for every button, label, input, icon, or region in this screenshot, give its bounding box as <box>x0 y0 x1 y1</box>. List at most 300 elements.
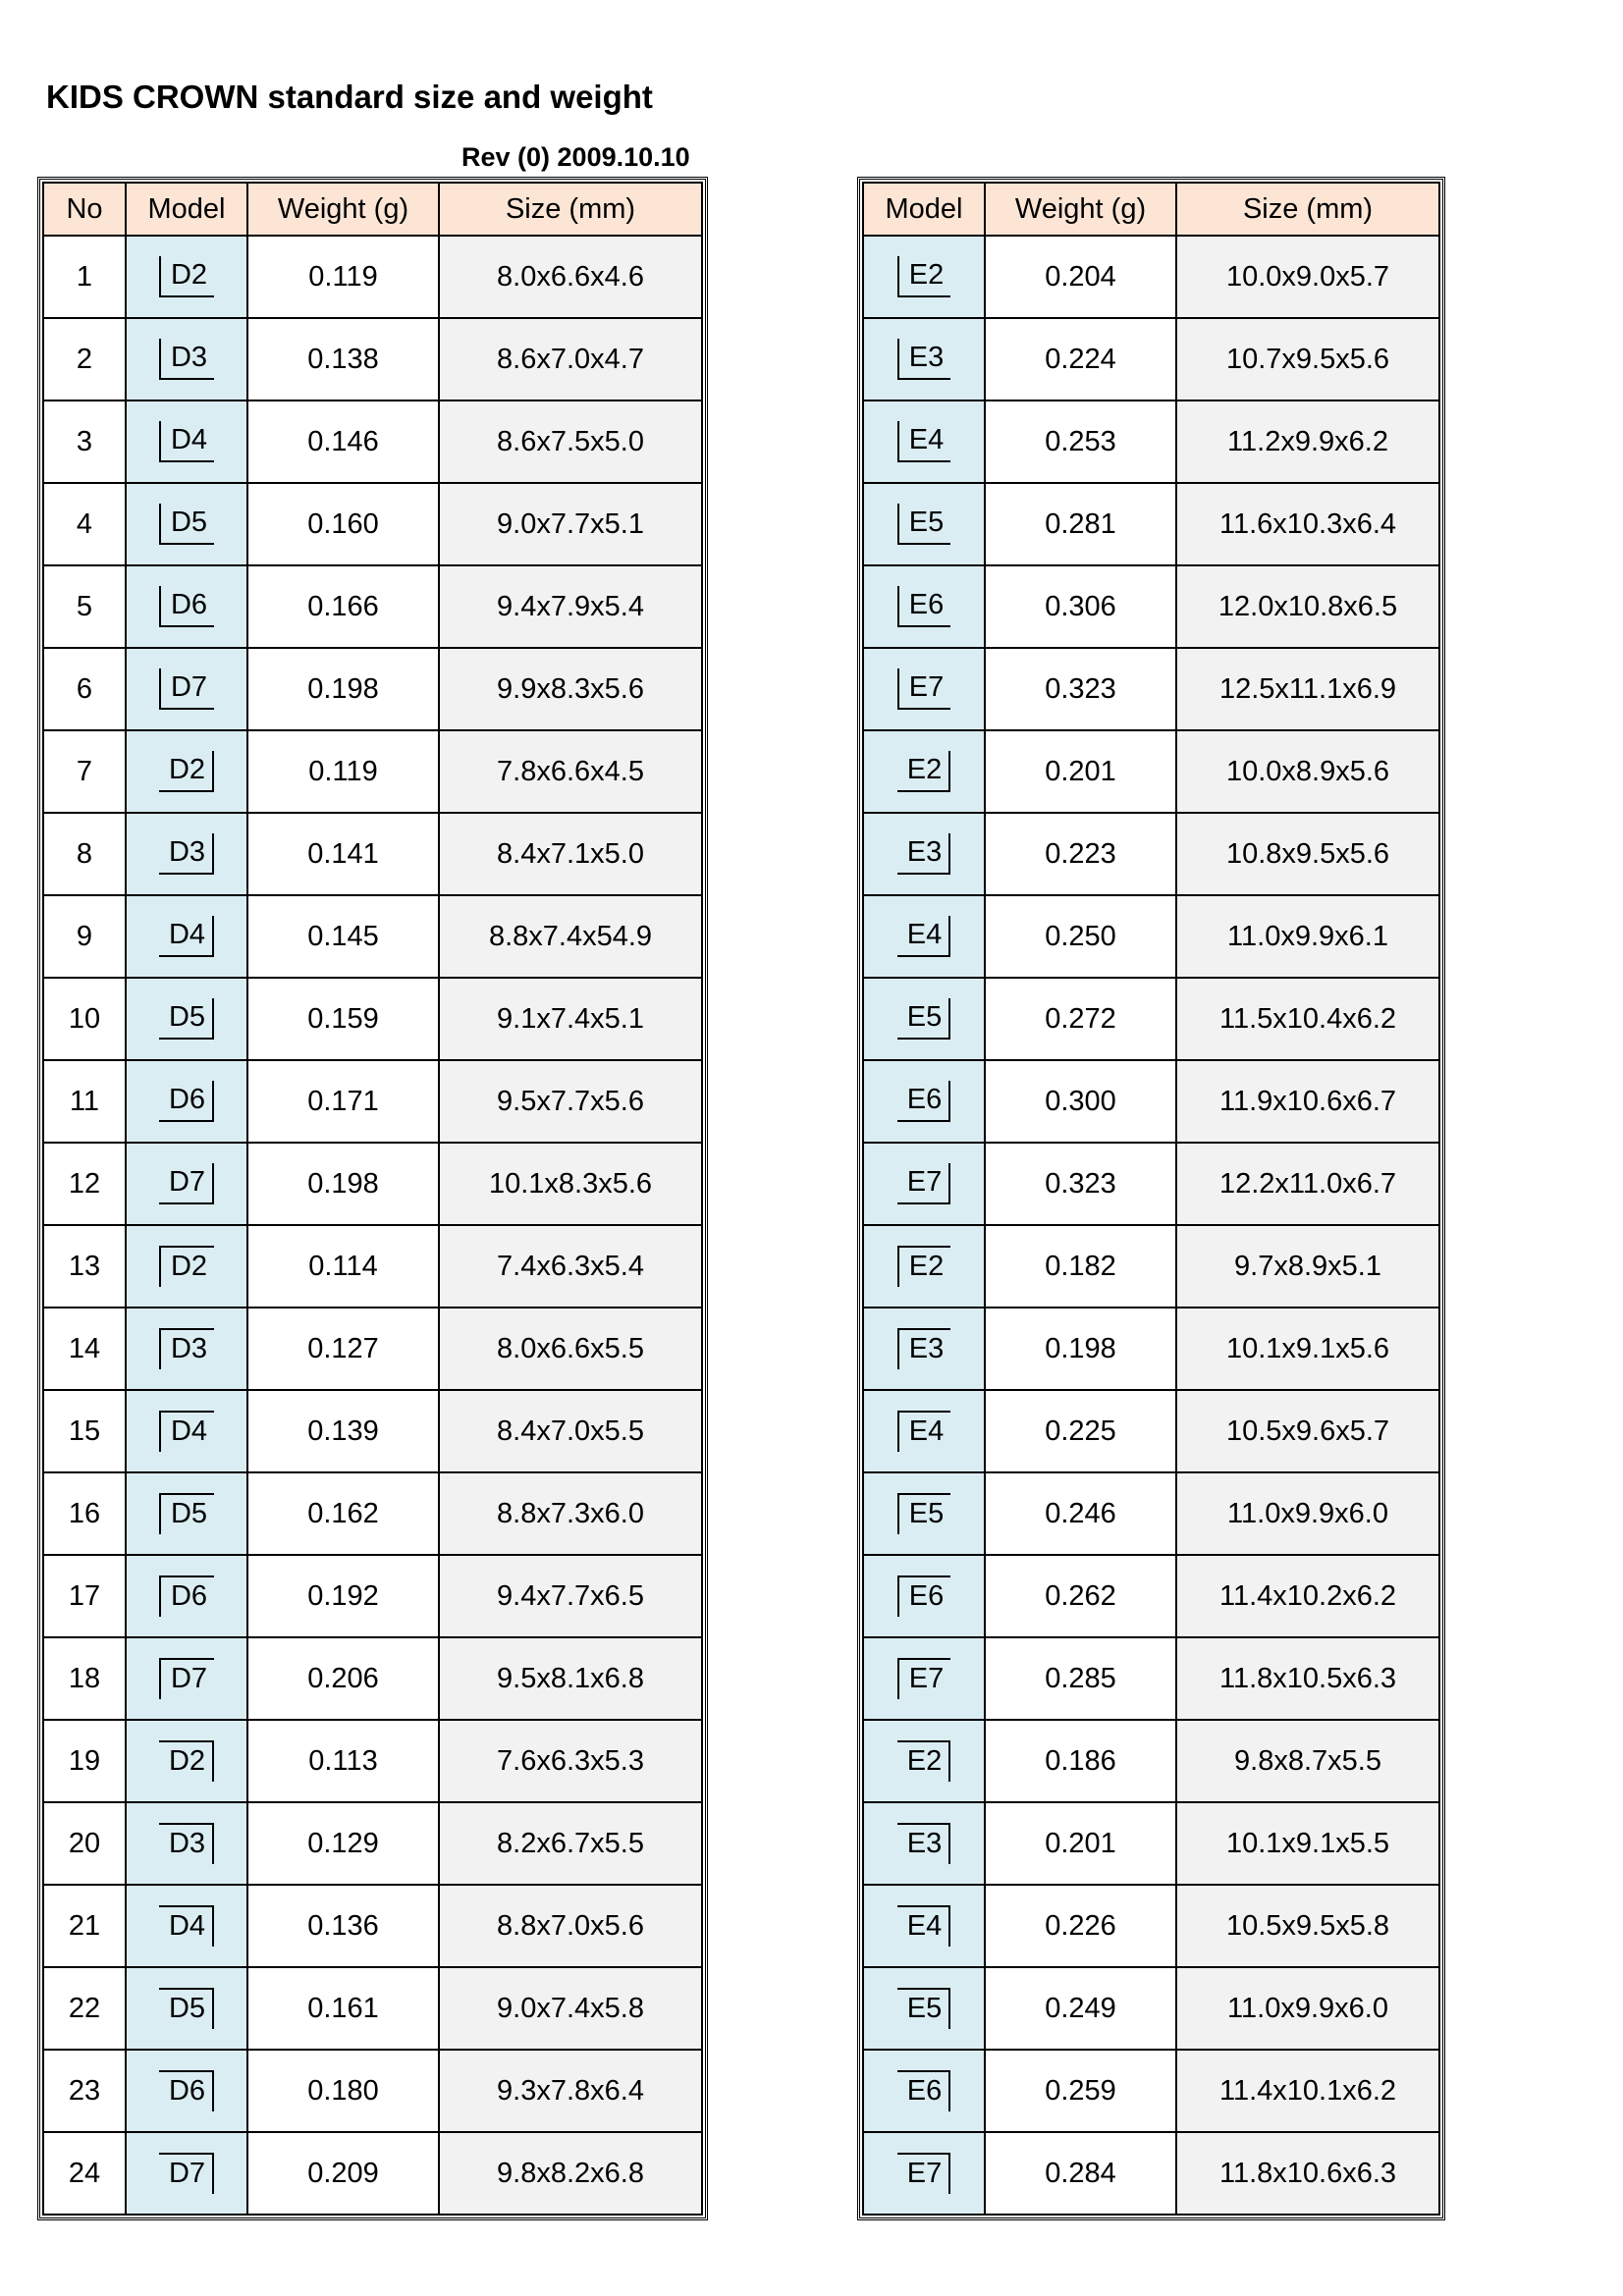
weight-cell: 0.306 <box>985 565 1176 648</box>
model-cell <box>863 648 985 730</box>
weight-cell: 0.139 <box>247 1390 439 1472</box>
row-number: 5 <box>43 565 126 648</box>
model-label: E2 <box>906 754 943 785</box>
table-row <box>43 2132 702 2215</box>
model-label: D5 <box>170 507 208 538</box>
table-row <box>863 483 1439 565</box>
table-header-row <box>863 183 1439 236</box>
table-row <box>43 400 702 483</box>
table-row <box>863 1555 1439 1637</box>
model-label: E7 <box>906 1166 943 1198</box>
model-cell <box>863 730 985 813</box>
model-label: D7 <box>168 2158 206 2189</box>
quadrant-bracket-icon <box>159 916 214 957</box>
weight-cell: 0.284 <box>985 2132 1176 2215</box>
quadrant-bracket-icon <box>897 256 950 297</box>
model-cell <box>126 318 247 400</box>
quadrant-bracket-icon <box>159 668 214 710</box>
size-cell: 12.2x11.0x6.7 <box>1176 1143 1439 1225</box>
size-cell: 8.8x7.3x6.0 <box>439 1472 702 1555</box>
model-cell <box>126 2132 247 2215</box>
weight-cell: 0.192 <box>247 1555 439 1637</box>
weight-cell: 0.146 <box>247 400 439 483</box>
size-cell: 12.5x11.1x6.9 <box>1176 648 1439 730</box>
weight-cell: 0.182 <box>985 1225 1176 1308</box>
row-number: 9 <box>43 895 126 978</box>
size-cell: 11.8x10.5x6.3 <box>1176 1637 1439 1720</box>
table-row <box>43 2050 702 2132</box>
row-number: 21 <box>43 1885 126 1967</box>
model-label: E4 <box>906 919 943 950</box>
row-number: 6 <box>43 648 126 730</box>
row-number: 10 <box>43 978 126 1060</box>
model-cell <box>126 895 247 978</box>
size-cell: 11.8x10.6x6.3 <box>1176 2132 1439 2215</box>
table-row <box>43 565 702 648</box>
model-cell <box>863 565 985 648</box>
model-label: E3 <box>906 836 943 868</box>
quadrant-bracket-icon <box>897 1246 950 1287</box>
model-label: E5 <box>908 507 945 538</box>
row-number: 15 <box>43 1390 126 1472</box>
model-label: E2 <box>908 259 945 291</box>
size-cell: 9.5x7.7x5.6 <box>439 1060 702 1143</box>
size-cell: 8.4x7.1x5.0 <box>439 813 702 895</box>
size-cell: 9.9x8.3x5.6 <box>439 648 702 730</box>
quadrant-bracket-icon <box>897 1493 950 1534</box>
table-row <box>43 978 702 1060</box>
model-label: E7 <box>908 1663 945 1694</box>
model-label: D3 <box>170 342 208 373</box>
row-number: 16 <box>43 1472 126 1555</box>
model-label: E4 <box>908 424 945 455</box>
weight-cell: 0.249 <box>985 1967 1176 2050</box>
row-number: 17 <box>43 1555 126 1637</box>
model-label: E4 <box>908 1415 945 1447</box>
table-row <box>863 648 1439 730</box>
model-cell <box>126 2050 247 2132</box>
quadrant-bracket-icon <box>159 1246 214 1287</box>
table-row <box>43 1472 702 1555</box>
row-number: 4 <box>43 483 126 565</box>
left-crown-table-frame <box>37 177 708 2220</box>
row-number: 22 <box>43 1967 126 2050</box>
model-label: D3 <box>168 1828 206 1859</box>
model-cell <box>126 1555 247 1637</box>
quadrant-bracket-icon <box>159 1081 214 1122</box>
model-cell <box>863 1308 985 1390</box>
weight-cell: 0.250 <box>985 895 1176 978</box>
size-cell: 8.6x7.0x4.7 <box>439 318 702 400</box>
weight-cell: 0.300 <box>985 1060 1176 1143</box>
quadrant-bracket-icon <box>159 1575 214 1617</box>
row-number: 12 <box>43 1143 126 1225</box>
row-number: 20 <box>43 1802 126 1885</box>
quadrant-bracket-icon <box>159 1905 214 1947</box>
size-cell: 9.4x7.9x5.4 <box>439 565 702 648</box>
size-cell: 11.5x10.4x6.2 <box>1176 978 1439 1060</box>
model-cell <box>863 1143 985 1225</box>
table-row <box>43 483 702 565</box>
quadrant-bracket-icon <box>159 421 214 462</box>
quadrant-bracket-icon <box>897 1988 950 2029</box>
size-cell: 9.7x8.9x5.1 <box>1176 1225 1439 1308</box>
size-cell: 10.8x9.5x5.6 <box>1176 813 1439 895</box>
quadrant-bracket-icon <box>897 586 950 627</box>
model-label: E3 <box>906 1828 943 1859</box>
page-title: KIDS CROWN standard size and weight <box>46 79 653 115</box>
quadrant-bracket-icon <box>159 339 214 380</box>
model-label: E2 <box>906 1745 943 1777</box>
weight-cell: 0.323 <box>985 1143 1176 1225</box>
table-row <box>43 318 702 400</box>
table-row <box>43 1885 702 1967</box>
size-cell: 10.5x9.5x5.8 <box>1176 1885 1439 1967</box>
table-row <box>863 1720 1439 1802</box>
table-row <box>863 2132 1439 2215</box>
table-row <box>43 1143 702 1225</box>
quadrant-bracket-icon <box>159 998 214 1040</box>
table-header-row <box>43 183 702 236</box>
model-label: E3 <box>908 342 945 373</box>
model-label: D4 <box>168 1910 206 1942</box>
model-label: E6 <box>908 589 945 620</box>
model-cell <box>126 813 247 895</box>
quadrant-bracket-icon <box>897 916 950 957</box>
quadrant-bracket-icon <box>159 586 214 627</box>
model-cell <box>126 400 247 483</box>
size-cell: 8.0x6.6x5.5 <box>439 1308 702 1390</box>
quadrant-bracket-icon <box>897 2153 950 2194</box>
model-cell <box>863 1885 985 1967</box>
model-cell <box>863 1060 985 1143</box>
model-label: E6 <box>906 2075 943 2107</box>
size-cell: 10.0x9.0x5.7 <box>1176 236 1439 318</box>
model-label: D4 <box>168 919 206 950</box>
weight-cell: 0.138 <box>247 318 439 400</box>
model-cell <box>863 318 985 400</box>
model-cell <box>126 1060 247 1143</box>
right-table-body <box>863 236 1439 2215</box>
model-cell <box>126 1308 247 1390</box>
model-cell <box>863 978 985 1060</box>
table-row <box>863 318 1439 400</box>
table-row <box>863 1637 1439 1720</box>
table-row <box>863 1472 1439 1555</box>
size-cell: 10.1x9.1x5.5 <box>1176 1802 1439 1885</box>
model-label: E5 <box>906 1001 943 1033</box>
table-row <box>43 1390 702 1472</box>
table-row <box>863 813 1439 895</box>
model-cell <box>863 895 985 978</box>
model-cell <box>863 1555 985 1637</box>
header-model: Model <box>863 183 985 236</box>
model-label: E5 <box>908 1498 945 1529</box>
table-row <box>863 565 1439 648</box>
weight-cell: 0.246 <box>985 1472 1176 1555</box>
row-number: 24 <box>43 2132 126 2215</box>
quadrant-bracket-icon <box>159 833 214 875</box>
weight-cell: 0.226 <box>985 1885 1176 1967</box>
table-row <box>863 895 1439 978</box>
weight-cell: 0.136 <box>247 1885 439 1967</box>
size-cell: 12.0x10.8x6.5 <box>1176 565 1439 648</box>
weight-cell: 0.180 <box>247 2050 439 2132</box>
model-label: D5 <box>170 1498 208 1529</box>
model-cell <box>126 236 247 318</box>
table-row <box>43 730 702 813</box>
weight-cell: 0.262 <box>985 1555 1176 1637</box>
size-cell: 11.2x9.9x6.2 <box>1176 400 1439 483</box>
row-number: 7 <box>43 730 126 813</box>
model-cell <box>863 400 985 483</box>
model-cell <box>863 813 985 895</box>
quadrant-bracket-icon <box>897 1575 950 1617</box>
right-crown-table <box>862 182 1440 2216</box>
table-row <box>863 236 1439 318</box>
model-label: D2 <box>168 1745 206 1777</box>
model-label: D3 <box>170 1333 208 1364</box>
weight-cell: 0.119 <box>247 730 439 813</box>
model-cell <box>126 1720 247 1802</box>
table-row <box>43 1720 702 1802</box>
model-label: D5 <box>168 1993 206 2024</box>
model-cell <box>863 1225 985 1308</box>
weight-cell: 0.281 <box>985 483 1176 565</box>
weight-cell: 0.127 <box>247 1308 439 1390</box>
table-row <box>863 730 1439 813</box>
size-cell: 9.4x7.7x6.5 <box>439 1555 702 1637</box>
row-number: 3 <box>43 400 126 483</box>
quadrant-bracket-icon <box>897 1411 950 1452</box>
model-cell <box>126 1390 247 1472</box>
model-cell <box>126 1143 247 1225</box>
row-number: 13 <box>43 1225 126 1308</box>
quadrant-bracket-icon <box>897 1740 950 1782</box>
quadrant-bracket-icon <box>159 751 214 792</box>
quadrant-bracket-icon <box>897 1823 950 1864</box>
weight-cell: 0.113 <box>247 1720 439 1802</box>
table-row <box>43 648 702 730</box>
quadrant-bracket-icon <box>897 1163 950 1204</box>
model-cell <box>863 2050 985 2132</box>
table-row <box>43 1967 702 2050</box>
row-number: 19 <box>43 1720 126 1802</box>
size-cell: 7.4x6.3x5.4 <box>439 1225 702 1308</box>
size-cell: 11.6x10.3x6.4 <box>1176 483 1439 565</box>
table-row <box>43 1308 702 1390</box>
size-cell: 8.0x6.6x4.6 <box>439 236 702 318</box>
row-number: 8 <box>43 813 126 895</box>
model-label: D7 <box>168 1166 206 1198</box>
weight-cell: 0.201 <box>985 1802 1176 1885</box>
model-label: E6 <box>906 1084 943 1115</box>
table-row <box>863 400 1439 483</box>
weight-cell: 0.285 <box>985 1637 1176 1720</box>
size-cell: 9.3x7.8x6.4 <box>439 2050 702 2132</box>
model-cell <box>863 1472 985 1555</box>
quadrant-bracket-icon <box>159 1658 214 1699</box>
weight-cell: 0.186 <box>985 1720 1176 1802</box>
model-cell <box>126 978 247 1060</box>
weight-cell: 0.171 <box>247 1060 439 1143</box>
model-cell <box>863 236 985 318</box>
size-cell: 8.4x7.0x5.5 <box>439 1390 702 1472</box>
header-weight: Weight (g) <box>247 183 439 236</box>
size-cell: 9.5x8.1x6.8 <box>439 1637 702 1720</box>
header-model: Model <box>126 183 247 236</box>
quadrant-bracket-icon <box>897 833 950 875</box>
right-crown-table-frame <box>857 177 1445 2220</box>
model-label: E5 <box>906 1993 943 2024</box>
weight-cell: 0.323 <box>985 648 1176 730</box>
table-row <box>863 1308 1439 1390</box>
quadrant-bracket-icon <box>159 2153 214 2194</box>
model-label: D7 <box>170 1663 208 1694</box>
size-cell: 9.0x7.7x5.1 <box>439 483 702 565</box>
size-cell: 8.2x6.7x5.5 <box>439 1802 702 1885</box>
header-weight: Weight (g) <box>985 183 1176 236</box>
quadrant-bracket-icon <box>897 1658 950 1699</box>
model-cell <box>126 1637 247 1720</box>
quadrant-bracket-icon <box>897 421 950 462</box>
weight-cell: 0.259 <box>985 2050 1176 2132</box>
weight-cell: 0.224 <box>985 318 1176 400</box>
size-cell: 8.8x7.0x5.6 <box>439 1885 702 1967</box>
size-cell: 9.8x8.2x6.8 <box>439 2132 702 2215</box>
model-label: D6 <box>168 1084 206 1115</box>
model-label: D3 <box>168 836 206 868</box>
model-label: E2 <box>908 1251 945 1282</box>
size-cell: 11.4x10.1x6.2 <box>1176 2050 1439 2132</box>
quadrant-bracket-icon <box>159 1740 214 1782</box>
weight-cell: 0.141 <box>247 813 439 895</box>
weight-cell: 0.198 <box>985 1308 1176 1390</box>
table-row <box>863 1390 1439 1472</box>
weight-cell: 0.129 <box>247 1802 439 1885</box>
table-row <box>43 813 702 895</box>
weight-cell: 0.160 <box>247 483 439 565</box>
weight-cell: 0.114 <box>247 1225 439 1308</box>
weight-cell: 0.161 <box>247 1967 439 2050</box>
quadrant-bracket-icon <box>897 998 950 1040</box>
weight-cell: 0.209 <box>247 2132 439 2215</box>
weight-cell: 0.198 <box>247 1143 439 1225</box>
quadrant-bracket-icon <box>159 256 214 297</box>
model-cell <box>863 483 985 565</box>
model-cell <box>126 648 247 730</box>
quadrant-bracket-icon <box>897 1081 950 1122</box>
quadrant-bracket-icon <box>159 1163 214 1204</box>
weight-cell: 0.204 <box>985 236 1176 318</box>
size-cell: 8.8x7.4x54.9 <box>439 895 702 978</box>
model-label: D6 <box>168 2075 206 2107</box>
row-number: 23 <box>43 2050 126 2132</box>
model-cell <box>126 1967 247 2050</box>
model-cell <box>126 1472 247 1555</box>
quadrant-bracket-icon <box>897 2070 950 2111</box>
weight-cell: 0.119 <box>247 236 439 318</box>
size-cell: 7.6x6.3x5.3 <box>439 1720 702 1802</box>
table-row <box>863 1143 1439 1225</box>
weight-cell: 0.159 <box>247 978 439 1060</box>
row-number: 11 <box>43 1060 126 1143</box>
size-cell: 11.4x10.2x6.2 <box>1176 1555 1439 1637</box>
weight-cell: 0.272 <box>985 978 1176 1060</box>
row-number: 2 <box>43 318 126 400</box>
model-label: E3 <box>908 1333 945 1364</box>
model-cell <box>863 1967 985 2050</box>
table-row <box>43 236 702 318</box>
table-row <box>863 1060 1439 1143</box>
table-row <box>863 978 1439 1060</box>
quadrant-bracket-icon <box>159 1823 214 1864</box>
model-cell <box>863 2132 985 2215</box>
weight-cell: 0.198 <box>247 648 439 730</box>
table-row <box>43 895 702 978</box>
weight-cell: 0.166 <box>247 565 439 648</box>
table-row <box>863 1225 1439 1308</box>
weight-cell: 0.201 <box>985 730 1176 813</box>
row-number: 18 <box>43 1637 126 1720</box>
table-row <box>43 1637 702 1720</box>
model-label: D2 <box>170 259 208 291</box>
table-row <box>863 1967 1439 2050</box>
quadrant-bracket-icon <box>897 751 950 792</box>
table-row <box>863 1885 1439 1967</box>
table-row <box>43 1060 702 1143</box>
model-cell <box>863 1802 985 1885</box>
model-cell <box>126 730 247 813</box>
model-label: D2 <box>170 1251 208 1282</box>
size-cell: 10.5x9.6x5.7 <box>1176 1390 1439 1472</box>
weight-cell: 0.253 <box>985 400 1176 483</box>
quadrant-bracket-icon <box>159 1493 214 1534</box>
size-cell: 11.0x9.9x6.0 <box>1176 1967 1439 2050</box>
row-number: 1 <box>43 236 126 318</box>
size-cell: 7.8x6.6x4.5 <box>439 730 702 813</box>
size-cell: 11.0x9.9x6.0 <box>1176 1472 1439 1555</box>
header-size: Size (mm) <box>439 183 702 236</box>
model-cell <box>126 483 247 565</box>
model-label: D6 <box>170 1580 208 1612</box>
model-cell <box>863 1637 985 1720</box>
quadrant-bracket-icon <box>159 1411 214 1452</box>
model-label: E7 <box>908 671 945 703</box>
quadrant-bracket-icon <box>159 1988 214 2029</box>
quadrant-bracket-icon <box>897 668 950 710</box>
size-cell: 11.0x9.9x6.1 <box>1176 895 1439 978</box>
revision-label: Rev (0) 2009.10.10 <box>461 142 690 172</box>
quadrant-bracket-icon <box>897 504 950 545</box>
model-cell <box>126 1802 247 1885</box>
size-cell: 9.0x7.4x5.8 <box>439 1967 702 2050</box>
quadrant-bracket-icon <box>897 1328 950 1369</box>
model-label: D4 <box>170 1415 208 1447</box>
weight-cell: 0.223 <box>985 813 1176 895</box>
model-cell <box>126 1885 247 1967</box>
quadrant-bracket-icon <box>159 504 214 545</box>
weight-cell: 0.145 <box>247 895 439 978</box>
table-row <box>863 2050 1439 2132</box>
model-cell <box>126 1225 247 1308</box>
model-label: E4 <box>906 1910 943 1942</box>
quadrant-bracket-icon <box>159 2070 214 2111</box>
size-cell: 10.7x9.5x5.6 <box>1176 318 1439 400</box>
model-label: E6 <box>908 1580 945 1612</box>
table-row <box>43 1225 702 1308</box>
table-row <box>43 1802 702 1885</box>
